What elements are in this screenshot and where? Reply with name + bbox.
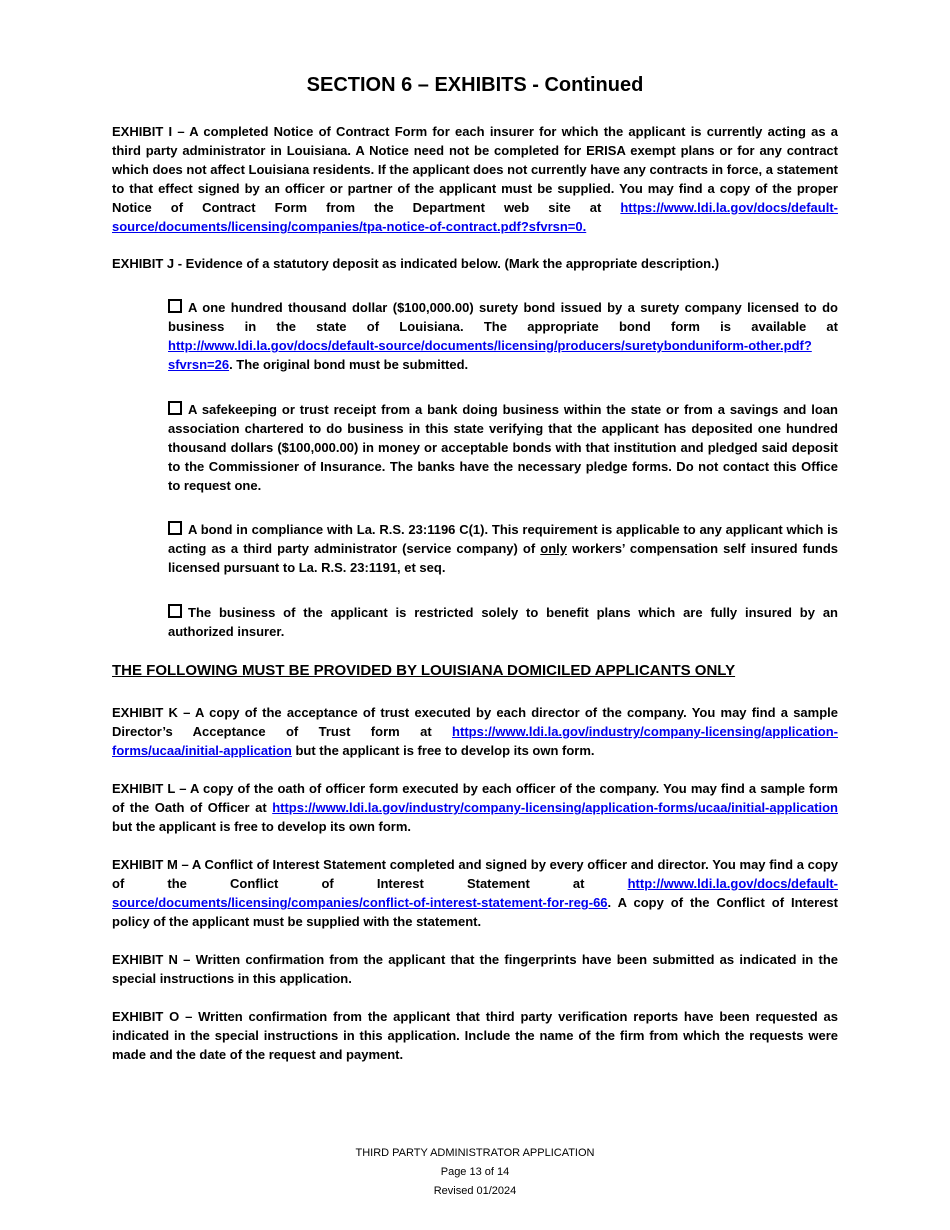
option-3-text: A bond in compliance with La. R.S. 23:1196 C(1). This requirement is applicable to any applicant which is acting as a third party administrator (service company) of <box>168 522 838 556</box>
compliance-bond-checkbox[interactable] <box>168 521 182 535</box>
exhibit-j-option-4 <box>168 603 838 641</box>
exhibit-n: EXHIBIT N – Written confirmation from the applicant that the fingerprints have been submitted as indicated in the special instructions in this application. <box>112 952 838 986</box>
option-1-after: . The original bond must be submitted. <box>229 357 469 372</box>
insured-plans-checkbox[interactable] <box>168 604 182 618</box>
exhibit-o: EXHIBIT O – Written confirmation from the applicant that third party verification reports have been requested as indicated in the special instructions in this application. Include the name of the firm from which the requests were made and the date of the request and payment. <box>112 1009 838 1062</box>
exhibit-j-intro: EXHIBIT J - Evidence of a statutory deposit as indicated below. (Mark the appropriate description.) <box>112 256 720 271</box>
exhibit-j-option-3 <box>168 520 838 577</box>
surety-bond-checkbox[interactable] <box>168 299 182 313</box>
exhibit-l-text: EXHIBIT L – A copy of the oath of officer form executed by each officer of the company. You may find a sample form of the Oath of Officer at <box>112 781 838 815</box>
option-4-text: The business of the applicant is restricted solely to benefit plans which are fully insured by an authorized insurer. <box>168 605 838 639</box>
option-3-underlined: only <box>540 541 567 556</box>
exhibit-l-link[interactable]: https://www.ldi.la.gov/industry/company-licensing/application-forms/ucaa/initial-application <box>272 800 838 815</box>
exhibit-l-after: but the applicant is free to develop its own form. <box>112 819 412 834</box>
safekeeping-receipt-checkbox[interactable] <box>168 401 182 415</box>
footer-revision: Revised 01/2024 <box>433 1185 517 1197</box>
option-1-text: A one hundred thousand dollar ($100,000.00) surety bond issued by a surety company licensed to do business in the state of Louisiana. The appropriate bond form is available at <box>168 300 838 334</box>
option-3-after: workers’ compensation self insured funds licensed pursuant to La. R.S. 23:1191, et seq. <box>168 541 838 575</box>
footer-page-number: Page 13 of 14 <box>440 1166 510 1178</box>
exhibit-m-text: EXHIBIT M – A Conflict of Interest Statement completed and signed by every officer and director. You may find a copy of the Conflict of Interest Statement at <box>112 857 838 891</box>
footer-form-name: THIRD PARTY ADMINISTRATOR APPLICATION <box>355 1147 595 1159</box>
exhibit-j-option-1 <box>168 298 838 374</box>
page-title: SECTION 6 – EXHIBITS - Continued <box>306 74 644 96</box>
exhibit-k-after: but the applicant is free to develop its own form. <box>291 743 595 758</box>
exhibit-i-link[interactable]: https://www.ldi.la.gov/docs/default-source/documents/licensing/companies/tpa-notice-of-contract.pdf?sfvrsn=0. <box>112 200 838 234</box>
exhibit-k-link[interactable]: https://www.ldi.la.gov/industry/company-licensing/application-forms/ucaa/initial-application <box>112 724 838 758</box>
page-footer <box>0 1144 950 1201</box>
exhibit-m-link[interactable]: http://www.ldi.la.gov/docs/default-source/documents/licensing/companies/conflict-of-interest-statement-for-reg-66 <box>112 876 838 910</box>
exhibit-m <box>112 855 838 931</box>
exhibit-k-text: EXHIBIT K – A copy of the acceptance of trust executed by each director of the company. You may find a sample Director’s Acceptance of Trust form at <box>112 705 838 739</box>
exhibit-m-after: . A copy of the Conflict of Interest policy of the applicant must be supplied with the statement. <box>112 895 838 929</box>
exhibit-i-text: EXHIBIT I – A completed Notice of Contract Form for each insurer for which the applicant is currently acting as a third party administrator in Louisiana. A Notice need not be completed for ERISA exempt plans or for any contract which does not affect Louisiana residents. If the applicant does not currently have any contracts in force, a statement to that effect signed by an officer or partner of the applicant must be supplied. You may find a copy of the proper Notice of Contract Form from the Department web site at <box>112 124 839 215</box>
option-2-text: A safekeeping or trust receipt from a bank doing business within the state or from a savings and loan association chartered to do business in this state verifying that the applicant has deposited one hundred thousand dollars ($100,000.00) in money or acceptable bonds with that institution and pledged said deposit to the Commissioner of Insurance. The banks have the necessary pledge forms. Do not contact this Office to request one. <box>168 402 838 493</box>
exhibit-i <box>112 122 838 236</box>
exhibit-j-option-2 <box>168 400 838 495</box>
option-1-link[interactable]: http://www.ldi.la.gov/docs/default-source/documents/licensing/producers/suretybonduniform-other.pdf?sfvrsn=26 <box>168 338 812 372</box>
domiciled-applicants-heading: THE FOLLOWING MUST BE PROVIDED BY LOUISIANA DOMICILED APPLICANTS ONLY <box>112 662 736 679</box>
exhibit-k <box>112 703 838 760</box>
exhibit-l <box>112 779 838 836</box>
